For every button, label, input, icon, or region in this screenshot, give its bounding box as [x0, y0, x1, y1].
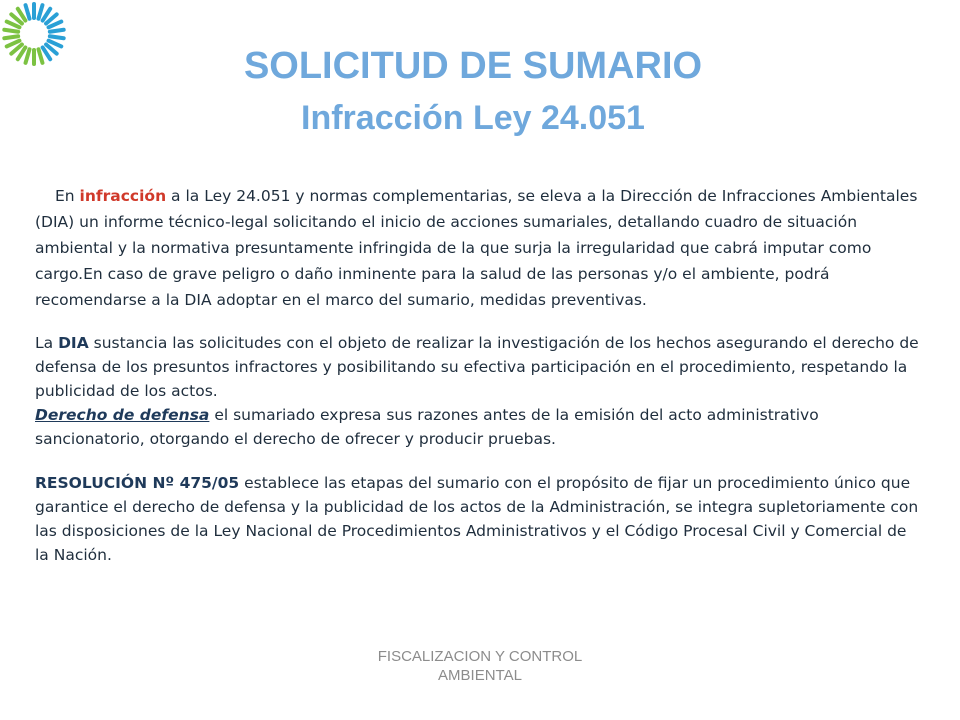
logo-ray [26, 5, 30, 18]
keyword-derecho-defensa: Derecho de defensa [35, 406, 210, 424]
footer-line-2: AMBIENTAL [438, 667, 522, 684]
para1-pre: En [55, 187, 80, 205]
paragraph-defensa [35, 403, 925, 451]
keyword-infraccion: infracción [79, 187, 167, 205]
paragraph-infraccion [35, 183, 925, 313]
paragraph-resolucion [35, 471, 925, 567]
logo-ray [4, 30, 18, 32]
paragraph-dia [35, 331, 925, 403]
para1-text: a la Ley 24.051 y normas complementarias, se eleva a la Dirección de Infracciones Ambientales (DIA) un informe técnico-legal solicitando el inicio de acciones sumariales, detallando cuadro de situación ambiental y la normativa presuntamente infringida de la que surja la irregularidad que cabrá imputar como cargo.En caso de grave peligro o daño inminente para la salud de las personas y/o el ambiente, podrá recomendarse a la DIA adoptar en el marco del sumario, medidas preventivas. [35, 187, 918, 309]
footer-line-1: FISCALIZACION Y CONTROL [377, 648, 583, 665]
para3-text: el sumariado expresa sus razones antes de la emisión del acto administrativo sancionatorio, otorgando el derecho de ofrecer y producir pruebas. [35, 406, 819, 448]
para2-pre: La [35, 334, 59, 352]
logo-ray [50, 30, 64, 32]
para4-text: establece las etapas del sumario con el propósito de fijar un procedimiento único que garantice el derecho de defensa y la publicidad de los actos de la Administración, se integra supletoriamente con las disposiciones de la Ley Nacional de Procedimientos Administrativos y el Código Procesal Civil y Comercial de la Nación. [35, 474, 919, 564]
keyword-resolucion: RESOLUCIÓN Nº 475/05 [35, 474, 240, 492]
page-subtitle: Infracción Ley 24.051 [301, 99, 645, 137]
page-title: SOLICITUD DE SUMARIO [243, 45, 703, 87]
keyword-dia: DIA [58, 334, 89, 352]
logo-ray [49, 22, 62, 28]
footer [300, 647, 660, 685]
logo-ray [7, 22, 20, 28]
logo-ray [4, 36, 18, 38]
para2-text: sustancia las solicitudes con el objeto de realizar la investigación de los hechos asegurando el derecho de defensa de los presuntos infractores y posibilitando su efectiva participación en el procedimiento, respetando la publicidad de los actos. [35, 334, 919, 400]
logo-ray [39, 5, 43, 18]
title-block [0, 40, 946, 144]
logo-ray [50, 36, 64, 38]
body-text [35, 183, 925, 567]
